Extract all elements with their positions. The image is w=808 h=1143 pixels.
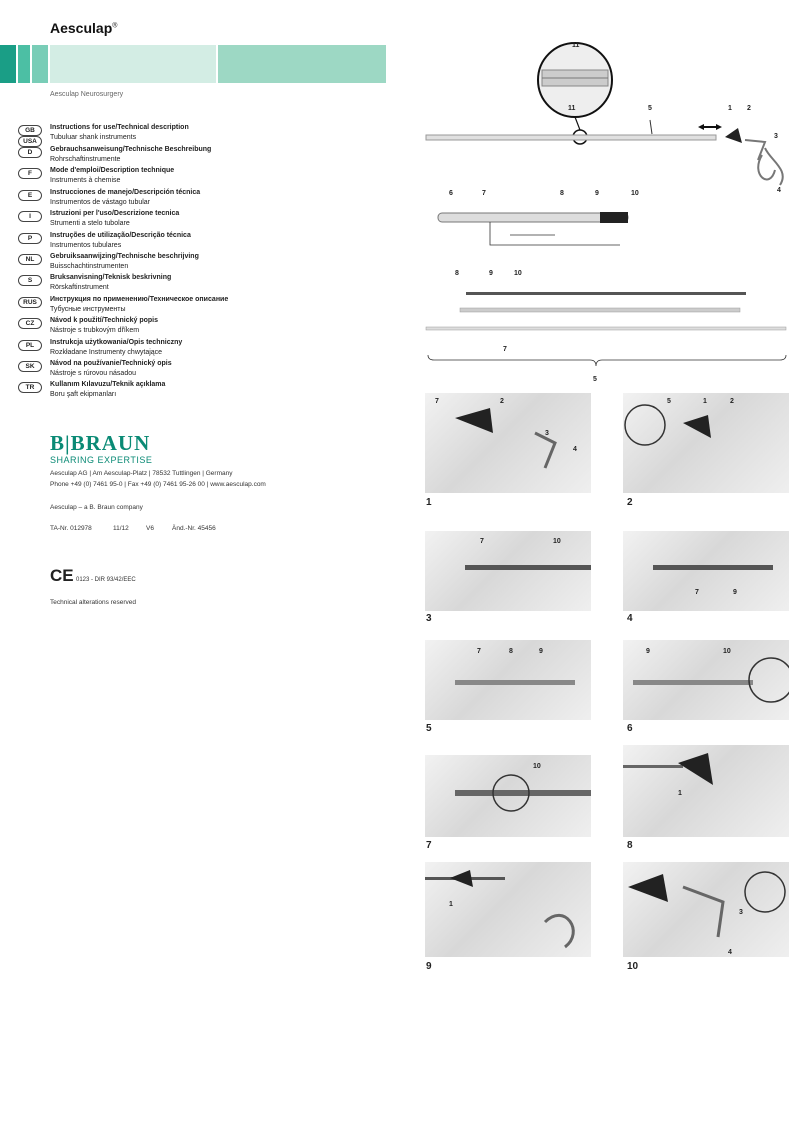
- language-row-tr: [18, 381, 398, 402]
- header-stripe-mid2: [32, 45, 48, 83]
- language-list: [18, 124, 398, 403]
- overview-label-10: 10: [631, 190, 639, 197]
- language-title: Návod na používanie/Technický opis: [50, 359, 172, 367]
- language-badge: CZ: [18, 318, 42, 329]
- overview-label-8b: 8: [455, 270, 459, 277]
- figure-label: 8: [509, 648, 513, 655]
- language-badge: S: [18, 275, 42, 286]
- language-subtitle: Rozkładane Instrumenty chwytające: [50, 348, 163, 356]
- figure-label: 2: [730, 398, 734, 405]
- language-badge: GB: [18, 125, 42, 136]
- language-title: Instrucciones de manejo/Descripción técnica: [50, 188, 201, 196]
- figure-4-number: 4: [627, 613, 633, 624]
- alterations-note: Technical alterations reserved: [50, 599, 136, 606]
- overview-label-5b: 5: [593, 376, 597, 383]
- figure-label: 1: [703, 398, 707, 405]
- language-subtitle: Strumenti a stelo tubolare: [50, 220, 130, 228]
- figure-label: 2: [500, 398, 504, 405]
- figure-8-number: 8: [627, 840, 633, 851]
- header-stripe-light: [50, 45, 216, 83]
- overview-label-6: 6: [449, 190, 453, 197]
- overview-label-8: 8: [560, 190, 564, 197]
- language-title: Gebruiksaanwijzing/Technische beschrijving: [50, 252, 199, 260]
- doc-date: 11/12: [113, 525, 129, 532]
- language-row-nl: [18, 253, 398, 274]
- language-badge: USA: [18, 136, 42, 147]
- figure-5-photo: [425, 640, 591, 720]
- overview-label-9: 9: [595, 190, 599, 197]
- language-subtitle: Instruments à chemise: [50, 177, 121, 185]
- language-badge: F: [18, 168, 42, 179]
- language-row-p: [18, 232, 398, 253]
- overview-label-7b: 7: [503, 346, 507, 353]
- company-address: Aesculap AG | Am Aesculap-Platz | 78532 Tuttlingen | Germany: [50, 470, 233, 477]
- language-row-sk: [18, 360, 398, 381]
- figure-label: 10: [533, 763, 541, 770]
- division-label: Aesculap Neurosurgery: [50, 91, 124, 98]
- figure-6-number: 6: [627, 723, 633, 734]
- figure-label: 4: [573, 446, 577, 453]
- figure-label: 1: [678, 790, 682, 797]
- figure-2-photo: [623, 393, 789, 493]
- company-tagline: Aesculap – a B. Braun company: [50, 504, 143, 511]
- logo-wordmark: B|BRAUN: [50, 431, 151, 455]
- language-subtitle: Buisschachtinstrumenten: [50, 262, 129, 270]
- language-row-cz: [18, 317, 398, 338]
- figure-3-photo: [425, 531, 591, 611]
- language-row-pl: [18, 339, 398, 360]
- overview-label-1: 1: [728, 105, 732, 112]
- figure-label: 7: [695, 589, 699, 596]
- figure-label: 7: [435, 398, 439, 405]
- figure-1-photo: [425, 393, 591, 493]
- figure-label: 3: [545, 430, 549, 437]
- language-title: Gebrauchsanweisung/Technische Beschreibung: [50, 146, 212, 153]
- language-badge: D: [18, 147, 42, 158]
- language-row-d: [18, 146, 398, 167]
- language-subtitle: Instrumentos de vástago tubular: [50, 198, 151, 206]
- language-badge: TR: [18, 382, 42, 393]
- language-row-gb: [18, 124, 398, 146]
- header-stripe-mid: [18, 45, 30, 83]
- language-subtitle: Тубусные инструменты: [50, 305, 126, 313]
- language-subtitle: Nástroje s trubkovým dříkem: [50, 327, 140, 335]
- change-number: Änd.-Nr. 45456: [172, 525, 216, 532]
- figure-label: 3: [739, 909, 743, 916]
- language-subtitle: Boru şaft ekipmanları: [50, 391, 117, 399]
- figure-8-photo: [623, 745, 789, 837]
- figure-label: 4: [728, 949, 732, 956]
- figure-label: 9: [646, 648, 650, 655]
- figure-label: 10: [553, 538, 561, 545]
- overview-label-9b: 9: [489, 270, 493, 277]
- figure-10-number: 10: [627, 961, 639, 972]
- brand-title: Aesculap®: [50, 20, 118, 36]
- company-phone: Phone +49 (0) 7461 95-0 | Fax +49 (0) 7461 95-26 00 | www.aesculap.com: [50, 481, 266, 488]
- language-row-e: [18, 189, 398, 210]
- language-badge: SK: [18, 361, 42, 372]
- language-badge: I: [18, 211, 42, 222]
- figure-3-number: 3: [426, 613, 432, 624]
- language-title: Instructions for use/Technical description: [50, 124, 189, 131]
- language-title: Instrukcja użytkowania/Opis techniczny: [50, 338, 183, 346]
- language-row-s: [18, 274, 398, 295]
- overview-label-11-top: 11: [572, 42, 580, 49]
- figure-label: 7: [480, 538, 484, 545]
- bbraun-logo: [50, 431, 152, 465]
- figure-label: 10: [723, 648, 731, 655]
- logo-tagline: SHARING EXPERTISE: [50, 455, 153, 465]
- language-row-rus: [18, 296, 398, 317]
- header-stripe-dark: [0, 45, 16, 83]
- language-badge: RUS: [18, 297, 42, 308]
- overview-label-4: 4: [777, 187, 781, 194]
- ce-code: 0123 - DIR 93/42/EEC: [76, 577, 136, 583]
- figure-9-number: 9: [426, 961, 432, 972]
- instrument-overview-diagram: [420, 30, 800, 385]
- language-badge: P: [18, 233, 42, 244]
- figure-7-photo: [425, 755, 591, 837]
- figure-7-number: 7: [426, 840, 432, 851]
- language-badge: PL: [18, 340, 42, 351]
- language-subtitle: Rörskaftinstrument: [50, 284, 109, 292]
- figure-label: 1: [449, 901, 453, 908]
- figure-label: 5: [667, 398, 671, 405]
- figure-label: 9: [539, 648, 543, 655]
- language-title: Instruções de utilização/Descrição técnica: [50, 231, 191, 239]
- figure-label: 7: [477, 648, 481, 655]
- language-subtitle: Rohrschaftinstrumente: [50, 156, 121, 163]
- figure-2-number: 2: [627, 497, 633, 508]
- language-badge: E: [18, 190, 42, 201]
- figure-6-photo: [623, 640, 789, 720]
- header-stripe-main: [218, 45, 386, 83]
- figure-4-photo: [623, 531, 789, 611]
- language-row-f: [18, 167, 398, 188]
- language-row-i: [18, 210, 398, 231]
- language-subtitle: Tubuluar shank instruments: [50, 134, 137, 141]
- figure-1-number: 1: [426, 497, 432, 508]
- overview-label-11-bottom: 11: [568, 105, 576, 112]
- doc-version: V6: [146, 525, 154, 532]
- overview-label-5: 5: [648, 105, 652, 112]
- figure-9-photo: [425, 862, 591, 957]
- language-subtitle: Nástroje s rúrovou násadou: [50, 369, 136, 377]
- overview-label-10b: 10: [514, 270, 522, 277]
- ta-number: TA-Nr. 012978: [50, 525, 92, 532]
- language-title: Инструкция по применению/Техническое описание: [50, 295, 229, 303]
- language-title: Mode d'emploi/Description technique: [50, 167, 175, 175]
- language-title: Bruksanvisning/Teknisk beskrivning: [50, 274, 172, 282]
- figure-10-photo: [623, 862, 789, 957]
- language-subtitle: Instrumentos tubulares: [50, 241, 122, 249]
- language-badge: NL: [18, 254, 42, 265]
- overview-label-7: 7: [482, 190, 486, 197]
- language-title: Návod k použití/Technický popis: [50, 317, 158, 325]
- figure-5-number: 5: [426, 723, 432, 734]
- overview-label-3: 3: [774, 133, 778, 140]
- language-title: Istruzioni per l'uso/Descrizione tecnica: [50, 210, 180, 218]
- overview-label-2: 2: [747, 105, 751, 112]
- ce-mark: CE: [50, 566, 74, 585]
- language-title: Kullanım Kılavuzu/Teknik açıklama: [50, 381, 166, 389]
- figure-label: 9: [733, 589, 737, 596]
